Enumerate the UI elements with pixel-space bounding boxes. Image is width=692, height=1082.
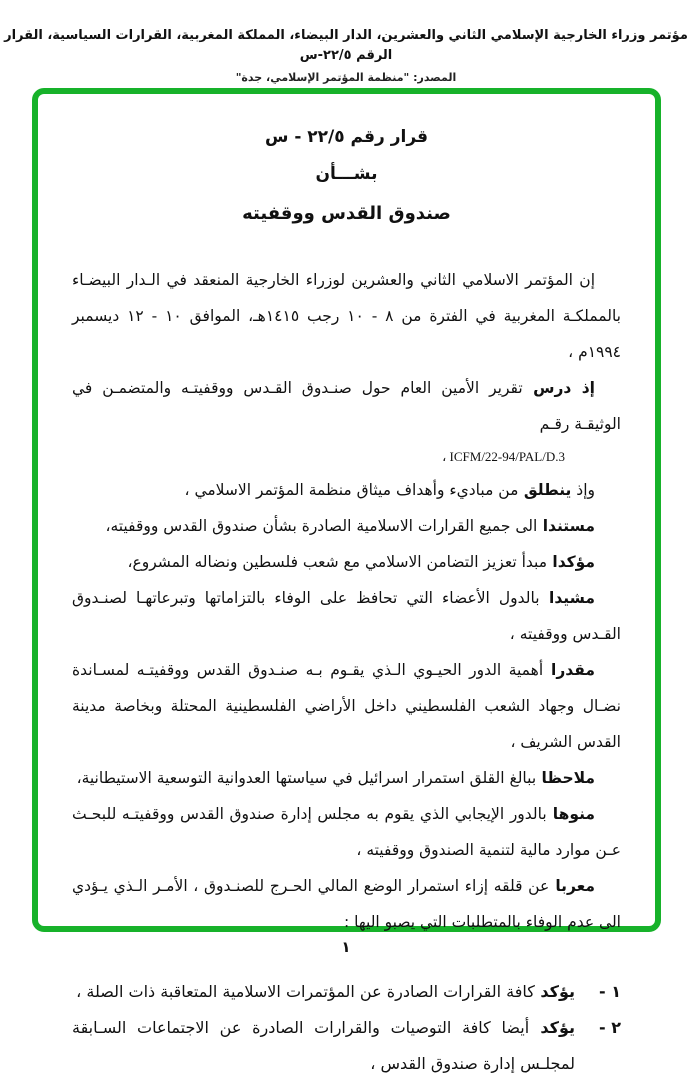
list-item (72, 1010, 621, 1082)
paragraph-lead-word: ملاحظا (536, 769, 595, 787)
resolution-number-title: قرار رقم ٢٢/٥ - س (264, 127, 429, 147)
paragraph (72, 868, 621, 940)
resolution-subject-title: صندوق القدس ووقفيته (242, 203, 451, 224)
paragraph (72, 472, 621, 508)
list-item-text (72, 1010, 575, 1082)
paragraph-lead-word: مؤكدا (547, 553, 595, 571)
green-border-frame (32, 88, 661, 1073)
paragraph-lead-word: منوها (546, 805, 595, 823)
list-item-text (72, 974, 575, 1010)
paragraph-lead-word: مقدرا (543, 661, 595, 679)
document-content (38, 94, 655, 1082)
paragraph-text: بالدور الإيجابي الذي يقوم به مجلس إدارة صندوق القدس ووقفيتـه للبحـث عـن موارد مالية لتنمية الصندوق ووقفيته ، (72, 805, 621, 859)
document-reference-code: ICFM/22-94/PAL/D.3 ، (442, 449, 565, 464)
operative-clauses-list (72, 974, 621, 1082)
paragraph-text: مبدأ تعزيز التضامن الاسلامي مع شعب فلسطين ونضاله المشروع، (127, 553, 547, 571)
paragraph-text: الى جميع القرارات الاسلامية الصادرة بشأن صندوق القدس ووقفيته، (105, 517, 538, 535)
paragraph-text: إن المؤتمر الاسلامي الثاني والعشرين لوزراء الخارجية المنعقد في الـدار البيضـاء بالمملكـة المغربية في الفترة من ٨ - ١٠ رجب ١٤١٥هـ، الموافق ١٠ - ١٢ ديسمبر ١٩٩٤م ، (72, 271, 621, 361)
resolution-regarding-title: بشـــأن (315, 164, 378, 184)
paragraph-lead-word: إذ درس (522, 379, 595, 397)
list-item-number: ٢ - (599, 1018, 621, 1037)
paragraph (72, 760, 621, 796)
paragraphs (72, 262, 621, 940)
paragraph-text: من مباديء وأهداف ميثاق منظمة المؤتمر الاسلامي ، (184, 481, 519, 499)
paragraph-lead-word: مشيدا (539, 589, 595, 607)
paragraph (72, 544, 621, 580)
paragraph-text: أهمية الدور الحيـوي الـذي يقـوم بـه صنـدوق القدس ووقفيتـه لمسـاندة نضـال وجهاد الشعب الفلسطيني داخل الأراضي الفلسطينية المحتلة وبخاصة مدينة القدس الشريف ، (72, 661, 621, 751)
list-item-number: ١ - (599, 982, 621, 1001)
paragraph-text: تقرير الأمين العام حول صنـدوق القـدس ووقفيتـه والمتضمـن في الوثيقـة رقـم (72, 379, 621, 433)
list-item (72, 974, 621, 1010)
paragraph-text: بالدول الأعضاء التي تحافظ على الوفاء بالتزاماتها وتبرعاتهـا لصنـدوق القـدس ووقفيته ، (72, 589, 621, 643)
paragraph-pre: وإذ (571, 481, 595, 499)
paragraph (72, 652, 621, 760)
list-item-lead-word: يؤكد (534, 982, 575, 1001)
resolution-title-block (72, 120, 621, 234)
paragraph (72, 262, 621, 370)
page-number: ١ (341, 938, 351, 956)
paragraph-lead-word: مستندا (537, 517, 595, 535)
paragraph (72, 370, 621, 442)
paragraph-lead-word: ينطلق (518, 481, 572, 499)
paragraph (72, 580, 621, 652)
header-conference-line: مؤتمر وزراء الخارجية الإسلامي الثاني والعشرين، الدار البيضاء، المملكة المغربية، القرارات السياسية، القرار الرقم ٢٢/٥-س (4, 28, 688, 63)
list-item-rest: أيضا كافة التوصيات والقرارات الصادرة عن الاجتماعات السـابقة لمجلـس إدارة صندوق القدس ، (72, 1018, 575, 1073)
list-item-lead-word: يؤكد (529, 1018, 575, 1037)
paragraph-text: ببالغ القلق استمرار اسرائيل في سياستها العدوانية التوسعية الاستيطانية، (76, 769, 537, 787)
paragraph-lead-word: معربا (549, 877, 595, 895)
list-item-rest: كافة القرارات الصادرة عن المؤتمرات الاسلامية المتعاقبة ذات الصلة ، (76, 982, 535, 1001)
paragraph (72, 796, 621, 868)
document-source-header (0, 0, 692, 88)
header-source-line: المصدر: "منظمة المؤتمر الإسلامي، جدة" (235, 71, 457, 84)
paragraph (72, 508, 621, 544)
paragraph-text: عن قلقه إزاء استمرار الوضع المالي الحـرج للصنـدوق ، الأمـر الـذي يـؤدي الى عدم الوفاء بالمتطلبات التي يصبو اليها : (72, 877, 621, 931)
